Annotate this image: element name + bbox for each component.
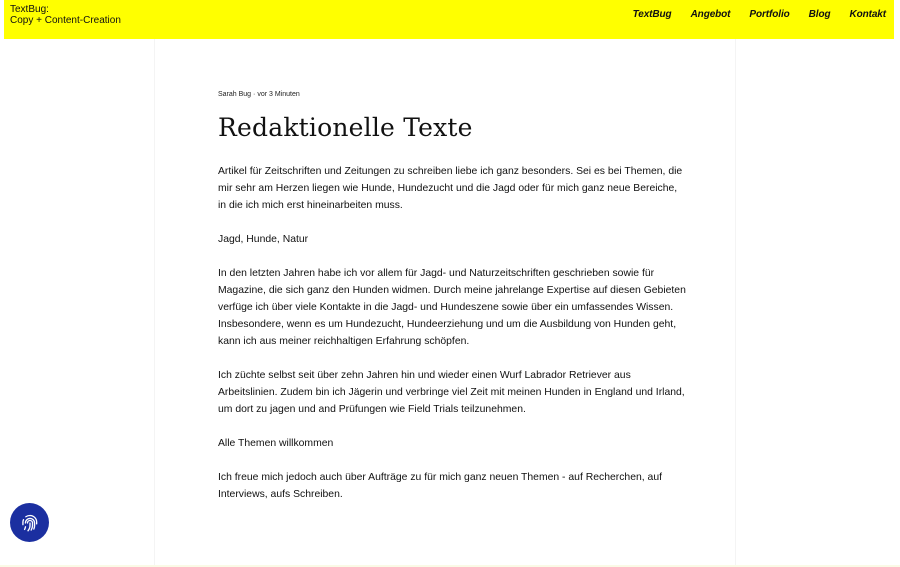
nav-link-angebot[interactable]: Angebot	[690, 9, 731, 20]
post-paragraph: In den letzten Jahren habe ich vor allem für Jagd- und Naturzeitschriften geschrieben sowie für Magazine, die sich ganz den Hunden widmen. Durch meine jahrelange Expertise auf diesen Gebieten verfüge ich über viele Kontakte in die Jagd- und Hundeszene sowie über ein umfassendes Wissen. Insbesondere, wenn es um Hundezucht, Hundeerziehung und um die Ausbildung von Hunden geht, kann ich aus meiner reichhaltigen Erfahrung schöpfen.	[218, 268, 686, 347]
post-subheading: Alle Themen willkommen	[218, 438, 334, 449]
privacy-settings-button[interactable]	[10, 503, 49, 542]
post-body	[218, 163, 688, 520]
nav-link-blog[interactable]: Blog	[808, 9, 831, 20]
main-nav	[633, 9, 886, 20]
site-brand[interactable]	[10, 4, 121, 26]
post-time: vor 3 Minuten	[257, 91, 300, 98]
post-paragraph: Ich züchte selbst seit über zehn Jahren hin und wieder einen Wurf Labrador Retriever aus Arbeitslinien. Zudem bin ich Jägerin und verbringe viel Zeit mit meinen Hunden in England und Irland, um dort zu jagen und and Prüfungen wie Field Trials teilzunehmen.	[218, 370, 685, 415]
fingerprint-icon	[20, 513, 40, 533]
nav-link-kontakt[interactable]: Kontakt	[849, 9, 886, 20]
post-subheading: Jagd, Hunde, Natur	[218, 234, 309, 245]
brand-line-2: Copy + Content-Creation	[10, 15, 121, 26]
post-paragraph: Ich freue mich jedoch auch über Aufträge zu für mich ganz neuen Themen - auf Recherchen, auf Interviews, aufs Schreiben.	[218, 472, 662, 500]
brand-line-1: TextBug:	[10, 4, 49, 15]
post-paragraph: Artikel für Zeitschriften und Zeitungen zu schreiben liebe ich ganz besonders. Sei es bei Themen, die mir sehr am Herzen liegen wie Hunde, Hundezucht und die Jagd oder für mich ganz neue Bereiche, in die ich mich erst hineinarbeiten muss.	[218, 166, 683, 211]
site-header	[4, 0, 894, 39]
post-meta	[218, 91, 300, 98]
nav-link-textbug[interactable]: TextBug	[632, 9, 672, 20]
meta-separator: ·	[253, 91, 256, 98]
post-title: Redaktionelle Texte	[218, 113, 473, 142]
nav-link-portfolio[interactable]: Portfolio	[749, 9, 790, 20]
post-author[interactable]: Sarah Bug	[218, 91, 252, 98]
